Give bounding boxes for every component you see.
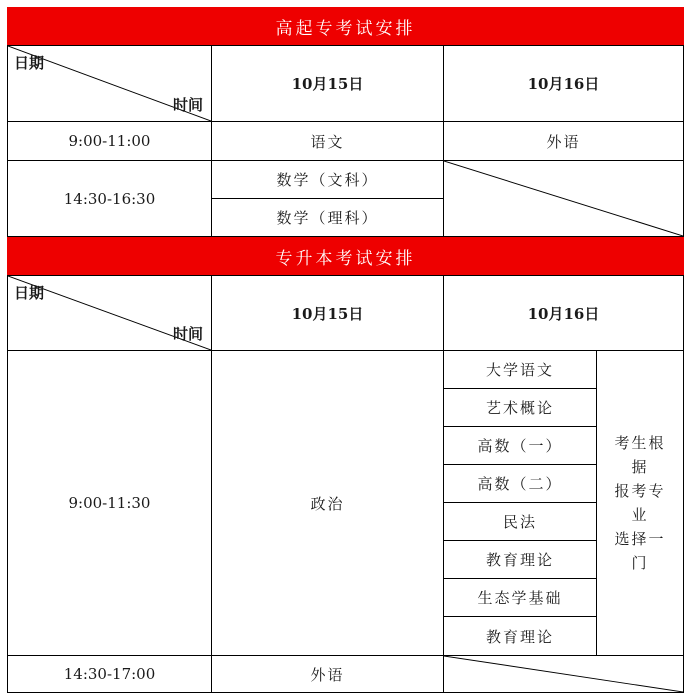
note-text (614, 431, 665, 575)
date-label: 日期 (14, 54, 45, 72)
section2-day1-header: 10月15日 (211, 275, 444, 351)
section1-row2-day1-a: 数学（文科） (211, 160, 444, 199)
section2-row2-day1: 外语 (211, 655, 444, 693)
note-line: 门 (631, 554, 649, 572)
diagonal-line (444, 656, 683, 692)
subject-cell: 教育理论 (443, 540, 597, 579)
section1-row2-time: 14:30-16:30 (7, 160, 212, 237)
date-label: 日期 (14, 284, 45, 302)
section2-row1-day1: 政治 (211, 350, 444, 656)
section1-row1-day2: 外语 (443, 121, 684, 161)
note-line: 选择一 (614, 530, 666, 548)
section2-diagonal-header (7, 275, 212, 351)
section1-row2-day2-empty (443, 160, 684, 237)
section1-row1-time: 9:00-11:00 (7, 121, 212, 161)
section1-row2-day1-b: 数学（理科） (211, 198, 444, 237)
section1-diagonal-header (7, 45, 212, 122)
subject-cell: 教育理论 (443, 616, 597, 656)
diagonal-line (444, 161, 683, 236)
note-line: 报考专 (614, 482, 666, 500)
subject-cell: 艺术概论 (443, 388, 597, 427)
section2-day2-note (596, 350, 684, 656)
time-label: 时间 (172, 325, 203, 343)
note-line: 业 (631, 506, 649, 524)
section2-day2-header: 10月16日 (443, 275, 684, 351)
section1-day2-header: 10月16日 (443, 45, 684, 122)
subject-cell: 高数（一） (443, 426, 597, 465)
section2-title: 专升本考试安排 (7, 237, 684, 275)
note-line: 据 (631, 458, 649, 476)
time-label: 时间 (172, 96, 203, 114)
section1-day1-header: 10月15日 (211, 45, 444, 122)
subject-cell: 大学语文 (443, 350, 597, 389)
subject-cell: 生态学基础 (443, 578, 597, 617)
section1-title: 高起专考试安排 (7, 7, 684, 45)
section2-row2-day2-empty (443, 655, 684, 693)
section1-row1-day1: 语文 (211, 121, 444, 161)
section2-row2-time: 14:30-17:00 (7, 655, 212, 693)
subject-cell: 高数（二） (443, 464, 597, 503)
subject-cell: 民法 (443, 502, 597, 541)
section2-row1-time: 9:00-11:30 (7, 350, 212, 656)
note-line: 考生根 (614, 434, 666, 452)
